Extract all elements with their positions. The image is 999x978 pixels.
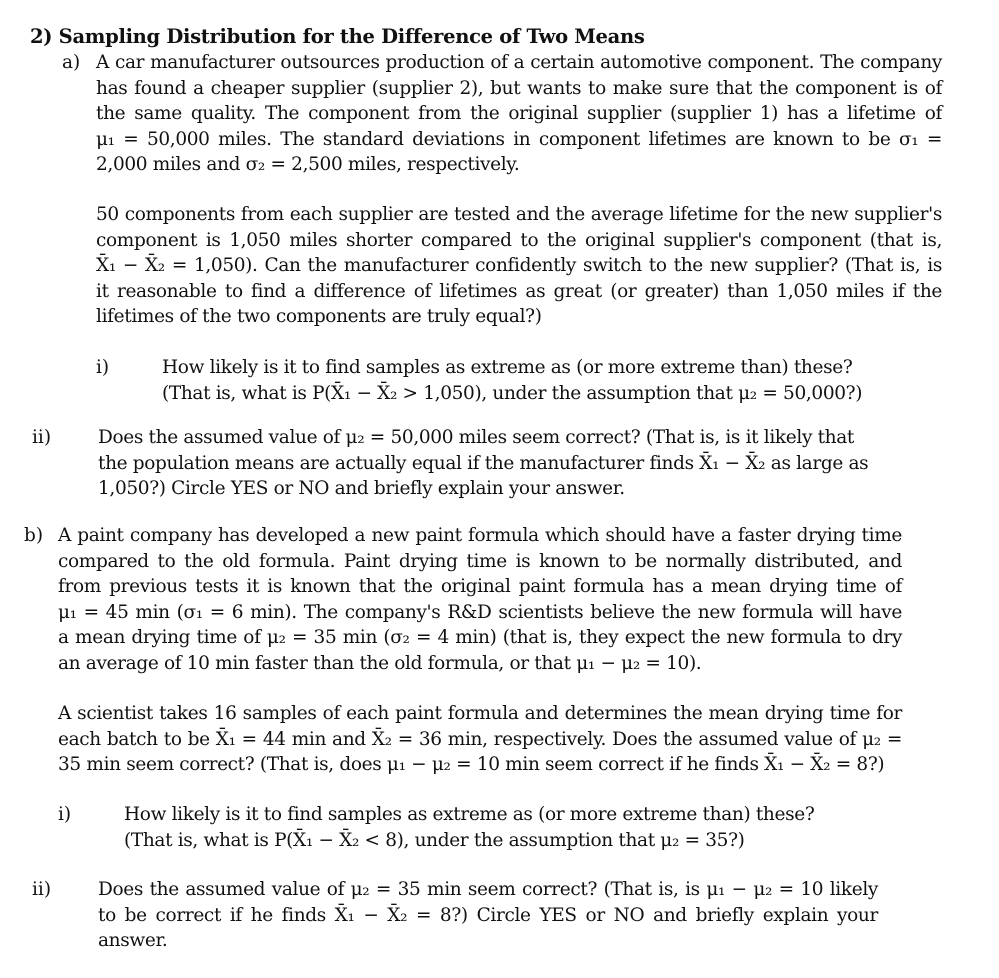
part-a-intro-line: 2,000 miles and σ₂ = 2,500 miles, respectively. [96, 154, 520, 175]
part-b-intro-line: a mean drying time of μ₂ = 35 min (σ₂ = 4 min) (that is, they expect the new formula to dry [58, 627, 902, 648]
section-title: 2) Sampling Distribution for the Difference of Two Means [30, 25, 645, 48]
part-b-intro-line: compared to the old formula. Paint drying time is known to be normally distributed, and [58, 550, 902, 572]
part-b-question-ii-line: Does the assumed value of μ₂ = 35 min seem correct? (That is, is μ₁ − μ₂ = 10 likely [98, 879, 878, 900]
part-a-test-line: X̄₁ − X̄₂ = 1,050). Can the manufacturer confidently switch to the new supplier? (That is, is [96, 255, 942, 276]
part-a-test-line: lifetimes of the two components are truly equal?) [96, 306, 542, 327]
part-a-test-line: component is 1,050 miles shorter compared to the original supplier's component (that is, [96, 229, 942, 251]
part-a-question-ii-label: ii) [32, 427, 52, 448]
part-b-label: b) [24, 525, 44, 546]
part-a-test-description [96, 202, 942, 330]
part-b-intro-line: from previous tests it is known that the original paint formula has a mean drying time of [58, 576, 902, 597]
part-a-question-ii [98, 425, 888, 502]
part-b-question-ii [98, 877, 878, 954]
part-b-intro [58, 523, 902, 676]
part-b-intro-line: an average of 10 min faster than the old formula, or that μ₁ − μ₂ = 10). [58, 652, 702, 674]
part-b-test-description [58, 701, 902, 778]
part-b-question-ii-line: to be correct if he finds X̄₁ − X̄₂ = 8?) Circle YES or NO and briefly explain your [98, 904, 878, 926]
part-a-intro-line: the same quality. The component from the original supplier (supplier 1) has a lifetime of [96, 103, 942, 124]
part-b-question-ii-line: answer. [98, 930, 168, 951]
part-a-question-i-line: How likely is it to find samples as extreme as (or more extreme than) these? [162, 357, 853, 378]
part-a-intro [96, 50, 942, 178]
part-b-test-line: each batch to be X̄₁ = 44 min and X̄₂ = 36 min, respectively. Does the assumed value of μ₂ = [58, 728, 902, 750]
part-b-test-line: A scientist takes 16 samples of each paint formula and determines the mean drying time for [58, 703, 902, 724]
part-a-question-i [162, 355, 902, 406]
part-b-intro-line: μ₁ = 45 min (σ₁ = 6 min). The company's R&D scientists believe the new formula will have [58, 601, 902, 623]
part-a-intro-line: A car manufacturer outsources production of a certain automotive component. The company [96, 52, 942, 73]
part-a-test-line: 50 components from each supplier are tested and the average lifetime for the new supplier's [96, 204, 942, 225]
part-b-test-line: 35 min seem correct? (That is, does μ₁ − μ₂ = 10 min seem correct if he finds X̄₁ − X̄₂ = 8?) [58, 754, 885, 775]
part-b-question-i-line: How likely is it to find samples as extreme as (or more extreme than) these? [124, 804, 815, 825]
part-a-test-line: it reasonable to find a difference of lifetimes as great (or greater) than 1,050 miles if the [96, 280, 942, 302]
part-b-intro-line: A paint company has developed a new paint formula which should have a faster drying time [58, 525, 902, 546]
part-a-intro-line: has found a cheaper supplier (supplier 2), but wants to make sure that the component is of [96, 77, 942, 99]
part-a-intro-line: μ₁ = 50,000 miles. The standard deviations in component lifetimes are known to be σ₁ = [96, 128, 942, 150]
part-a-question-ii-line: the population means are actually equal if the manufacturer finds X̄₁ − X̄₂ as large as [98, 452, 869, 474]
part-a-label: a) [62, 52, 81, 73]
part-a-question-ii-line: Does the assumed value of μ₂ = 50,000 miles seem correct? (That is, is it likely that [98, 427, 854, 448]
part-b-question-i-label: i) [58, 804, 72, 825]
part-a-question-i-label: i) [96, 357, 110, 378]
part-b-question-ii-label: ii) [32, 879, 52, 900]
part-a-question-ii-line: 1,050?) Circle YES or NO and briefly explain your answer. [98, 478, 625, 499]
part-b-question-i-line: (That is, what is P(X̄₁ − X̄₂ < 8), under the assumption that μ₂ = 35?) [124, 829, 745, 851]
part-a-question-i-line: (That is, what is P(X̄₁ − X̄₂ > 1,050), under the assumption that μ₂ = 50,000?) [162, 382, 863, 404]
part-b-question-i [124, 802, 864, 853]
